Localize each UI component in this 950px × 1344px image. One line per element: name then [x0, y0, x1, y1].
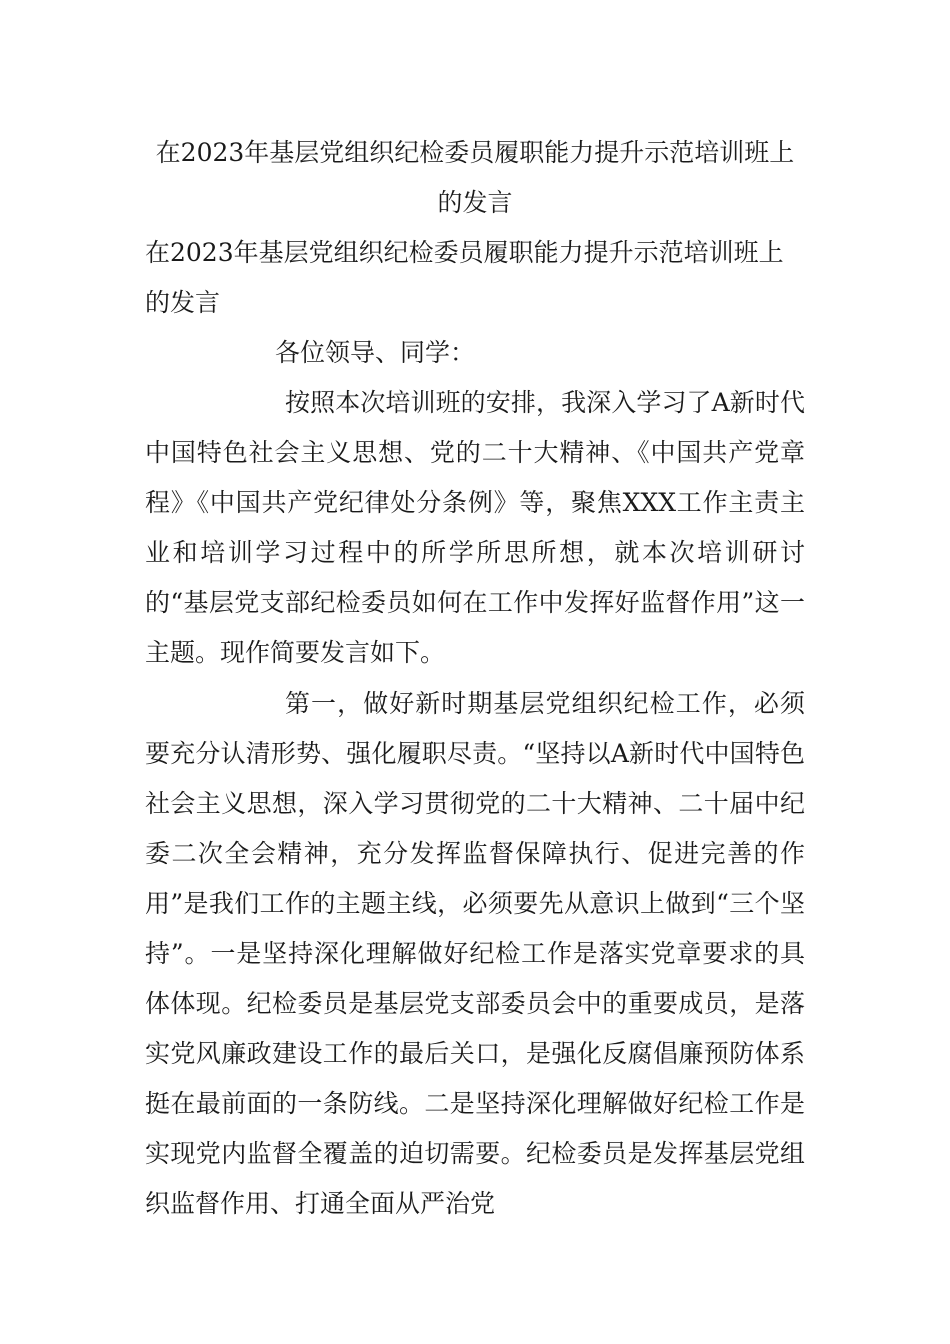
document-title: 在2023年基层党组织纪检委员履职能力提升示范培训班上的发言 [155, 138, 795, 217]
paragraph-intro: 按照本次培训班的安排，我深入学习了A新时代中国特色社会主义思想、党的二十大精神、《中国共产党章程》《中国共产党纪律处分条例》等，聚焦XXX工作主责主业和培训学习过程中的所学所思所想，就本次培训研讨的“基层党支部纪检委员如何在工作中发挥好监督作用”这一主题。现作简要发言如下。 [145, 388, 805, 667]
salutation: 各位领导、同学： [275, 338, 476, 367]
document-page [145, 128, 805, 1229]
paragraph-first-point: 第一，做好新时期基层党组织纪检工作，必须要充分认清形势、强化履职尽责。“坚持以A新时代中国特色社会主义思想，深入学习贯彻党的二十大精神、二十届中纪委二次全会精神，充分发挥监督保障执行、促进完善的作用”是我们工作的主题主线，必须要先从意识上做到“三个坚持”。一是坚持深化理解做好纪检工作是落实党章要求的具体体现。纪检委员是基层党支部委员会中的重要成员，是落实党风廉政建设工作的最后关口，是强化反腐倡廉预防体系挺在最前面的一条防线。二是坚持深化理解做好纪检工作是实现党内监督全覆盖的迫切需要。纪检委员是发挥基层党组织监督作用、打通全面从严治党 [145, 689, 805, 1218]
document-title-repeat: 在2023年基层党组织纪检委员履职能力提升示范培训班上的发言 [145, 238, 784, 317]
